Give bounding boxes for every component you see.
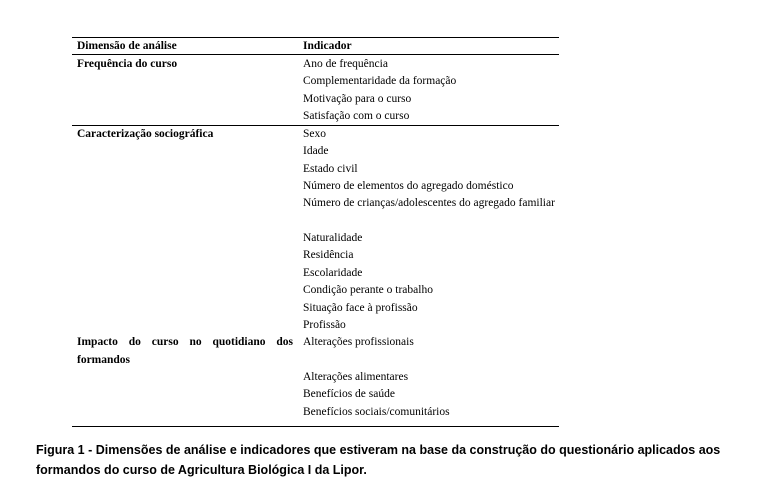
indicator-item: Condição perante o trabalho (303, 284, 433, 296)
indicator-item: Número de crianças/adolescentes do agregado familiar (303, 197, 555, 209)
indicator-item: Estado civil (303, 163, 358, 175)
section-dimension: Frequência do curso (77, 58, 178, 70)
indicator-item: Motivação para o curso (303, 93, 412, 105)
figure-caption: Figura 1 - Dimensões de análise e indicadores que estiveram na base da construção do questionário aplicados aos formandos do curso de Agricultura Biológica I da Lipor. (36, 443, 721, 477)
indicator-item: Satisfação com o curso (303, 110, 410, 122)
indicator-item: Alterações profissionais (303, 336, 414, 348)
indicator-item: Sexo (303, 128, 326, 140)
indicator-item: Naturalidade (303, 232, 363, 244)
indicator-item: Escolaridade (303, 267, 363, 279)
table-bottom-rule (72, 426, 559, 427)
indicator-item: Profissão (303, 319, 346, 331)
indicator-item: Benefícios sociais/comunitários (303, 406, 450, 418)
indicator-item: Ano de frequência (303, 58, 388, 70)
indicator-item: Situação face à profissão (303, 302, 418, 314)
indicator-item: Benefícios de saúde (303, 388, 395, 400)
indicator-item: Alterações alimentares (303, 371, 409, 383)
header-dimension: Dimensão de análise (77, 40, 177, 52)
indicator-item: Idade (303, 145, 329, 157)
header-indicator: Indicador (303, 40, 352, 52)
section-dimension: Caracterização sociográfica (77, 128, 214, 140)
indicator-item: Número de elementos do agregado doméstico (303, 180, 514, 192)
indicator-item: Residência (303, 249, 354, 261)
section-dimension: Impacto do curso no quotidiano dos formandos (77, 336, 293, 366)
indicator-item: Complementaridade da formação (303, 75, 457, 87)
